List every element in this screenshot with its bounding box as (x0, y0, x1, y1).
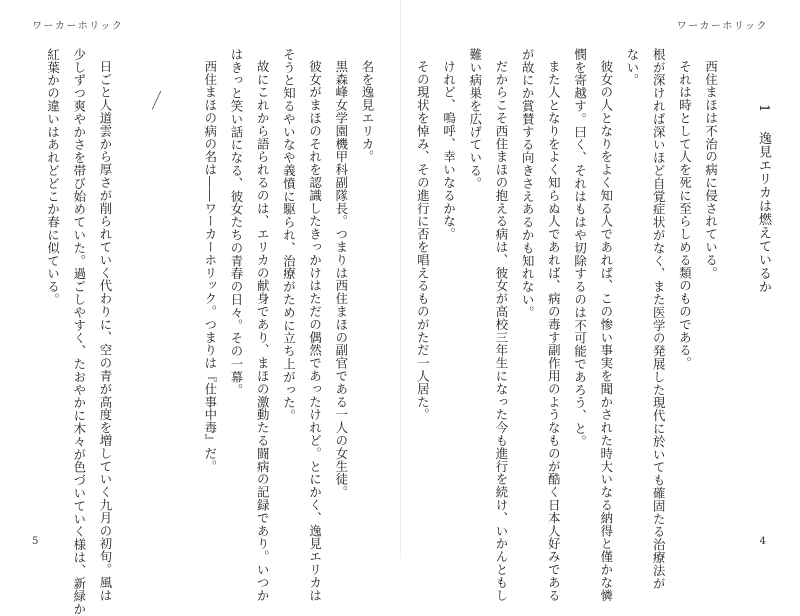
text-line: けれど、嗚呼、幸いなるかな。 (441, 60, 457, 241)
text-line: が故にか賞賛する向きさえあるかも知れない。 (520, 48, 536, 319)
text-line: はきっと笑い話になる、彼女たちの青春の日々。その一幕。 (228, 48, 244, 397)
page-body (415, 48, 776, 603)
text-line: 難い病巣を広げている。 (467, 48, 483, 190)
text-line: 彼女の人となりをよく知る人であれば、この惨い事実を聞かされた時大いなる納得と僅かな憐 (598, 60, 614, 603)
text-line: 憫を寄越す。曰く、それはもはや切除するのは不可能であろう、と。 (572, 48, 588, 448)
text-line: 黒森峰女学園機甲科副隊長。つまりは西住まほの副官である一人の女生徒。 (333, 60, 349, 499)
page-number: 4 (759, 536, 766, 547)
text-line: だからこそ西住まほの抱える病は、彼女が高校三年生になった今も進行を続け、いかんともし (493, 60, 509, 603)
text-line: ない。 (624, 48, 640, 87)
text-line: 紅葉かの違いはあれどどこか春に似ている。 (45, 48, 61, 306)
scene-break-mark: ／ (146, 88, 169, 113)
text-line: それは時として人を死に至らしめる類のものである。 (677, 60, 693, 370)
running-header: ワーカーホリック (676, 21, 768, 32)
text-line: 故にこれから語られるのは、エリカの献身であり、まほの激動たる闘病の記録であり。いつか (255, 60, 271, 603)
chapter-heading (750, 48, 776, 508)
scene-break (144, 48, 170, 508)
right-page (400, 0, 800, 603)
text-line: そうと知るやいなや義憤に駆られ、治療がために立ち上がった。 (281, 48, 297, 423)
text-line: 西住まほは不治の病に侵されている。 (703, 60, 719, 280)
text-line: 彼女がまほのそれを認識したきっかけはただの偶然であったけれど。とにかく、逸見エリカは (307, 60, 323, 603)
page-number: 5 (32, 536, 39, 547)
text-line: 日ごと人道雲から厚さが削られていく代わりに、空の青が高度を増していく九月の初旬。風は (97, 60, 113, 603)
chapter-number: 1 (756, 104, 771, 113)
chapter-title: 逸見エリカは燃えているか (756, 131, 771, 294)
text-line: その現状を悼み、その進行に否を唱えるものがただ一人居た。 (415, 60, 431, 422)
text-line: 少しずつ爽やかさを帯び始めていた。過ごしやすく、たおやかに木々が色づいていく様は、新緑か (71, 48, 87, 616)
text-line: 根が深ければ深いほど自覚症状がなく、また医学の発展した現代に於いても確固たる治療法が (651, 48, 667, 590)
page-body (30, 48, 380, 616)
running-header: ワーカーホリック (32, 21, 124, 32)
text-line: また人となりをよく知らぬ人であれば、病の毒す副作用のようなものが酷く日本人好みである (546, 60, 562, 603)
text-line: 名を逸見エリカ。 (360, 60, 375, 164)
text-line: 西住まほの病の名は――ワーカーホリック。つまりは『仕事中毒』だ。 (202, 60, 218, 474)
